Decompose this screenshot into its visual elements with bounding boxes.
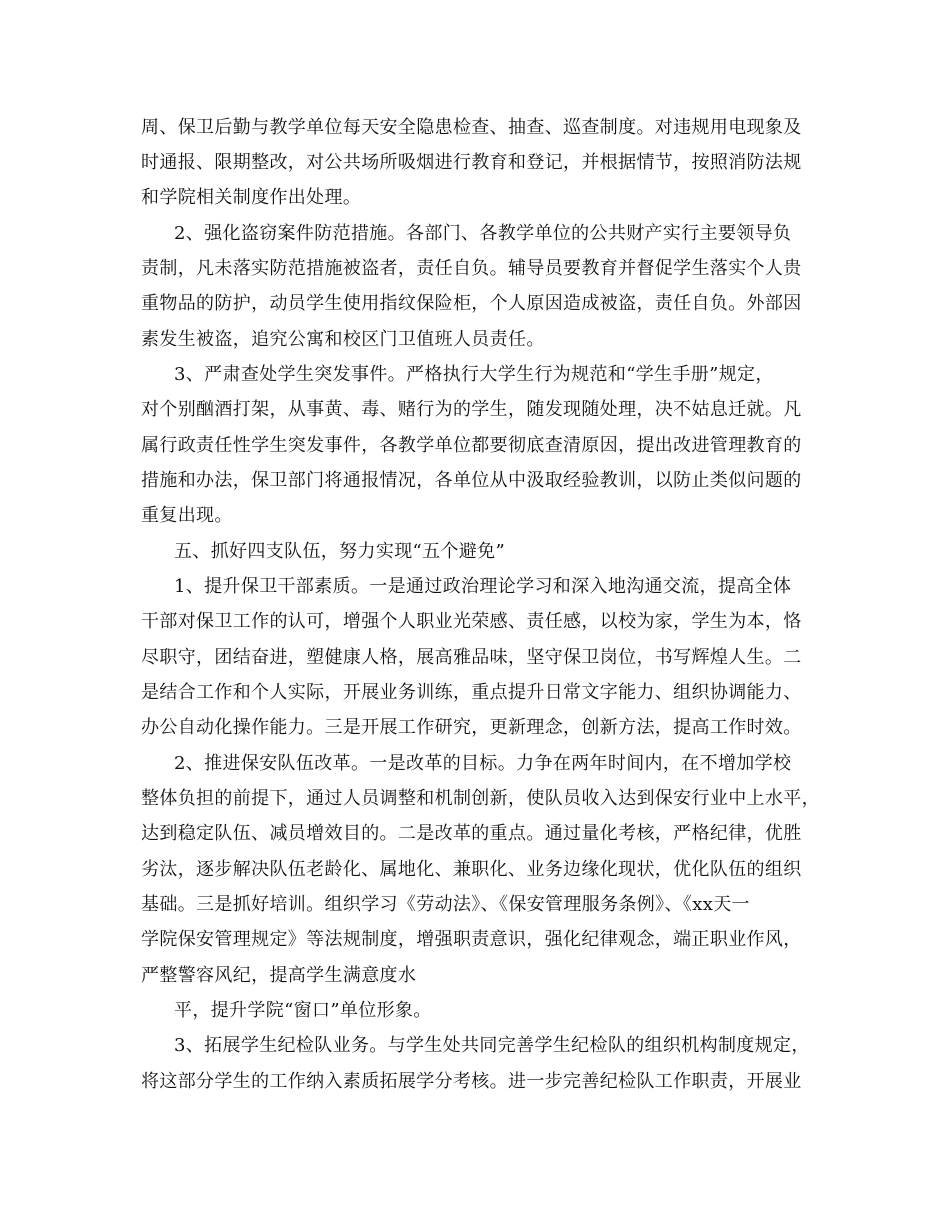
text-line: 和学院相关制度作出处理。 xyxy=(141,187,362,208)
text-line: 严整警容风纪，提高学生满意度水 xyxy=(141,965,417,986)
text-line: 基础。三是抓好培训。组织学习《劳动法》、《保安管理服务条例》、《xx天一 xyxy=(141,894,750,915)
text-line: 达到稳定队伍、减员增效目的。二是改革的重点。通过量化考核，严格纪律，优胜 xyxy=(141,823,802,844)
text-line: 干部对保卫工作的认可，增强个人职业光荣感、责任感，以校为家，学生为本，恪 xyxy=(141,611,802,632)
text-line: 将这部分学生的工作纳入素质拓展学分考核。进一步完善纪检队工作职责，开展业 xyxy=(141,1071,802,1092)
text-line: 措施和办法，保卫部门将通报情况，各单位从中汲取经验教训，以防止类似问题的 xyxy=(141,470,802,491)
text-line: 办公自动化操作能力。三是开展工作研究，更新理念，创新方法，提高工作时效。 xyxy=(141,717,802,738)
text-line: 重复出现。 xyxy=(141,505,233,526)
text-line: 责制，凡未落实防范措施被盗者，责任自负。辅导员要教育并督促学生落实个人贵 xyxy=(141,258,802,279)
paragraph-start-line: 2、推进保安队伍改革。一是改革的目标。力争在两年时间内，在不增加学校 xyxy=(174,753,792,774)
text-line: 是结合工作和个人实际，开展业务训练，重点提升日常文字能力、组织协调能力、 xyxy=(141,682,802,703)
text-line: 时通报、限期整改，对公共场所吸烟进行教育和登记，并根据情节，按照消防法规 xyxy=(141,152,802,173)
text-line: 属行政责任性学生突发事件，各教学单位都要彻底查清原因，提出改进管理教育的 xyxy=(141,435,802,456)
text-line: 整体负担的前提下，通过人员调整和机制创新，使队员收入达到保安行业中上水平， xyxy=(141,788,820,809)
paragraph-start-line: 3、拓展学生纪检队业务。与学生处共同完善学生纪检队的组织机构制度规定， xyxy=(174,1035,810,1056)
text-line: 周、保卫后勤与教学单位每天安全隐患检查、抽查、巡查制度。对违规用电现象及 xyxy=(141,117,802,138)
text-line: 对个别酗酒打架，从事黄、毒、赌行为的学生，随发现随处理，决不姑息迁就。凡 xyxy=(141,399,802,420)
text-line: 素发生被盗，追究公寓和校区门卫值班人员责任。 xyxy=(141,329,545,350)
text-line: 尽职守，团结奋进，塑健康人格，展高雅品味，坚守保卫岗位，书写辉煌人生。二 xyxy=(141,647,802,668)
text-line: 劣汰，逐步解决队伍老龄化、属地化、兼职化、业务边缘化现状，优化队伍的组织 xyxy=(141,859,802,880)
text-line: 平，提升学院“窗口”单位形象。 xyxy=(174,1000,432,1021)
paragraph-start-line: 2、强化盗窃案件防范措施。各部门、各教学单位的公共财产实行主要领导负 xyxy=(174,223,792,244)
text-line: 重物品的防护，动员学生使用指纹保险柜，个人原因造成被盗，责任自负。外部因 xyxy=(141,293,802,314)
section-heading: 五、抓好四支队伍，努力实现“五个避免” xyxy=(174,541,506,562)
paragraph-start-line: 3、严肃查处学生突发事件。严格执行大学生行为规范和“学生手册”规定， xyxy=(174,364,774,385)
text-line: 学院保安管理规定》等法规制度，增强职责意识，强化纪律观念，端正职业作风， xyxy=(141,929,802,950)
paragraph-start-line: 1、提升保卫干部素质。一是通过政治理论学习和深入地沟通交流，提高全体 xyxy=(174,576,792,597)
